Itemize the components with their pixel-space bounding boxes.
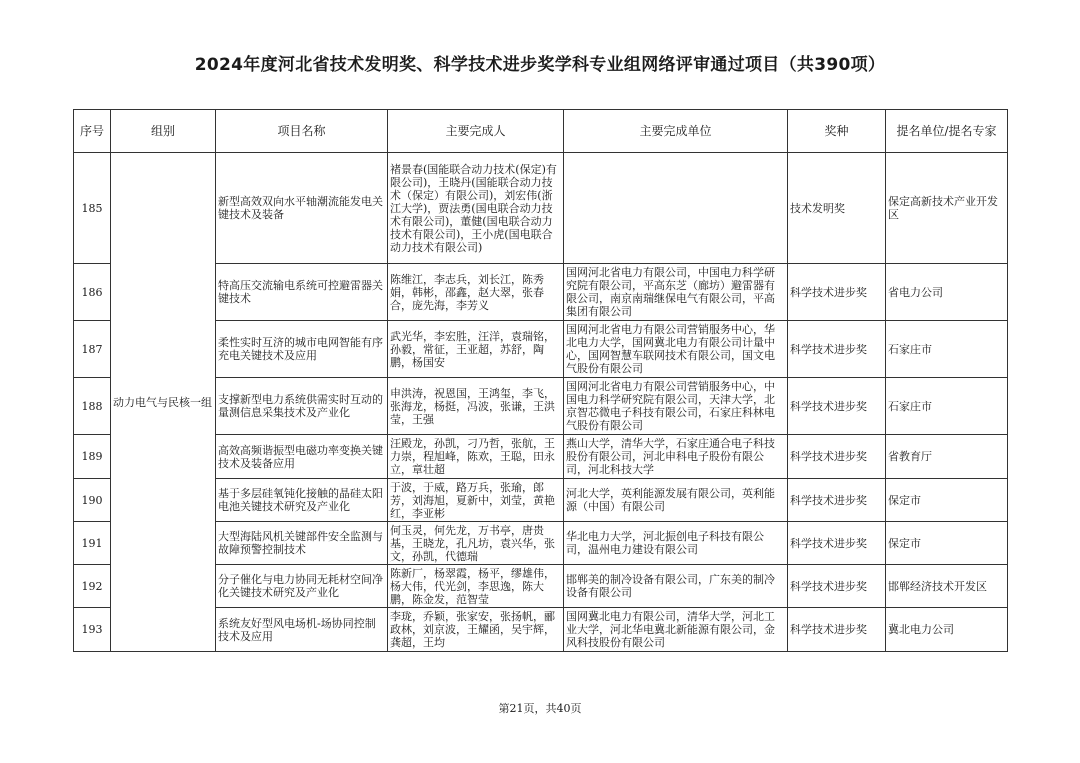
cell-nominator: 石家庄市 — [886, 378, 1008, 435]
page-footer: 第21页，共40页 — [498, 702, 582, 715]
cell-project-name: 基于多层硅氧钝化接触的晶硅太阳电池关键技术研究及产业化 — [216, 479, 388, 522]
cell-group: 动力电气与民核一组 — [111, 153, 216, 652]
cell-units: 河北大学，英利能源发展有限公司，英利能源（中国）有限公司 — [564, 479, 788, 522]
cell-award: 科学技术进步奖 — [788, 378, 886, 435]
cell-people: 申洪涛，祝恩国，王鸿玺，李飞，张海龙，杨挺，冯波，张谦，王洪莹，王强 — [388, 378, 564, 435]
cell-no: 188 — [74, 378, 111, 435]
cell-award: 科学技术进步奖 — [788, 608, 886, 652]
table-header-row — [74, 110, 1008, 153]
cell-people: 陈维江，李志兵，刘长江，陈秀娟，韩彬，邵鑫，赵大翠，张春合，庞先海，李芳义 — [388, 264, 564, 321]
cell-no: 191 — [74, 522, 111, 565]
cell-award: 科学技术进步奖 — [788, 321, 886, 378]
cell-no: 187 — [74, 321, 111, 378]
cell-units: 华北电力大学，河北振创电子科技有限公司，温州电力建设有限公司 — [564, 522, 788, 565]
cell-units: 燕山大学，清华大学，石家庄通合电子科技股份有限公司，河北申科电子股份有限公司，河北科技大学 — [564, 435, 788, 479]
cell-no: 193 — [74, 608, 111, 652]
cell-project-name: 新型高效双向水平轴潮流能发电关键技术及装备 — [216, 153, 388, 264]
cell-project-name: 支撑新型电力系统供需实时互动的量测信息采集技术及产业化 — [216, 378, 388, 435]
header-no: 序号 — [74, 110, 111, 153]
cell-people: 褚景春(国能联合动力技术(保定)有限公司)，王晓丹(国能联合动力技术（保定）有限公司)，刘宏伟(浙江大学)，贾法勇(国电联合动力技术有限公司)，董健(国电联合动力技术有限公司)，王小虎(国电联合动力技术有限公司) — [388, 153, 564, 264]
cell-units: 国网河北省电力有限公司营销服务中心，华北电力大学，国网冀北电力有限公司计量中心，国网智慧车联网技术有限公司，国文电气股份有限公司 — [564, 321, 788, 378]
cell-project-name: 高效高频谐振型电磁功率变换关键技术及装备应用 — [216, 435, 388, 479]
cell-nominator: 邯郸经济技术开发区 — [886, 565, 1008, 608]
cell-people: 陈新厂，杨翠霞，杨平，缪雄伟，杨大伟，代光剑，李思逸，陈大鹏，陈金发，范智莹 — [388, 565, 564, 608]
table-row — [74, 153, 1008, 264]
cell-units — [564, 153, 788, 264]
cell-people: 何玉灵，何先龙，万书亭，唐贵基，王晓龙，孔凡坊，袁兴华，张文，孙凯，代德瑞 — [388, 522, 564, 565]
cell-units: 国网河北省电力有限公司营销服务中心，中国电力科学研究院有限公司，天津大学，北京智芯微电子科技有限公司，石家庄科林电气股份有限公司 — [564, 378, 788, 435]
cell-project-name: 分子催化与电力协同无耗材空间净化关键技术研究及产业化 — [216, 565, 388, 608]
cell-award: 科学技术进步奖 — [788, 435, 886, 479]
cell-units: 邯郸美的制冷设备有限公司，广东美的制冷设备有限公司 — [564, 565, 788, 608]
cell-project-name: 柔性实时互济的城市电网智能有序充电关键技术及应用 — [216, 321, 388, 378]
cell-units: 国网河北省电力有限公司，中国电力科学研究院有限公司，平高东芝（廊坊）避雷器有限公司，南京南瑞继保电气有限公司，平高集团有限公司 — [564, 264, 788, 321]
cell-award: 科学技术进步奖 — [788, 522, 886, 565]
cell-award: 科学技术进步奖 — [788, 565, 886, 608]
cell-people: 李珑，乔颖，张家安，张扬帆，郦政林，刘京波，王耀函，吴宇辉，龚超，王均 — [388, 608, 564, 652]
cell-award: 科学技术进步奖 — [788, 479, 886, 522]
cell-nominator: 保定市 — [886, 522, 1008, 565]
cell-project-name: 系统友好型风电场机-场协同控制技术及应用 — [216, 608, 388, 652]
cell-units: 国网冀北电力有限公司，清华大学，河北工业大学，河北华电冀北新能源有限公司，金风科技股份有限公司 — [564, 608, 788, 652]
header-main-people: 主要完成人 — [388, 110, 564, 153]
cell-no: 186 — [74, 264, 111, 321]
header-main-units: 主要完成单位 — [564, 110, 788, 153]
cell-project-name: 特高压交流输电系统可控避雷器关键技术 — [216, 264, 388, 321]
cell-project-name: 大型海陆风机关键部件安全监测与故障预警控制技术 — [216, 522, 388, 565]
cell-no: 189 — [74, 435, 111, 479]
cell-nominator: 省教育厅 — [886, 435, 1008, 479]
cell-nominator: 保定高新技术产业开发区 — [886, 153, 1008, 264]
cell-nominator: 保定市 — [886, 479, 1008, 522]
cell-people: 武光华，李宏胜，汪洋，袁瑞铭，孙毅，常征，王亚超，苏舒，陶鹏，杨国安 — [388, 321, 564, 378]
header-award-type: 奖种 — [788, 110, 886, 153]
project-table — [73, 109, 1008, 652]
cell-people: 汪殿龙，孙凯，刁乃哲，张航，王力崇，程旭峰，陈欢，王聪，田永立，章壮超 — [388, 435, 564, 479]
document-title: 2024年度河北省技术发明奖、科学技术进步奖学科专业组网络评审通过项目（共390项） — [194, 55, 886, 75]
cell-no: 190 — [74, 479, 111, 522]
cell-people: 于波，于威，路万兵，张瑜，郎芳，刘海旭，夏新中，刘莹，黄艳红，李亚彬 — [388, 479, 564, 522]
cell-nominator: 省电力公司 — [886, 264, 1008, 321]
cell-award: 技术发明奖 — [788, 153, 886, 264]
cell-award: 科学技术进步奖 — [788, 264, 886, 321]
header-project-name: 项目名称 — [216, 110, 388, 153]
header-group: 组别 — [111, 110, 216, 153]
cell-no: 192 — [74, 565, 111, 608]
cell-nominator: 石家庄市 — [886, 321, 1008, 378]
cell-no: 185 — [74, 153, 111, 264]
cell-nominator: 冀北电力公司 — [886, 608, 1008, 652]
header-nominator: 提名单位/提名专家 — [886, 110, 1008, 153]
